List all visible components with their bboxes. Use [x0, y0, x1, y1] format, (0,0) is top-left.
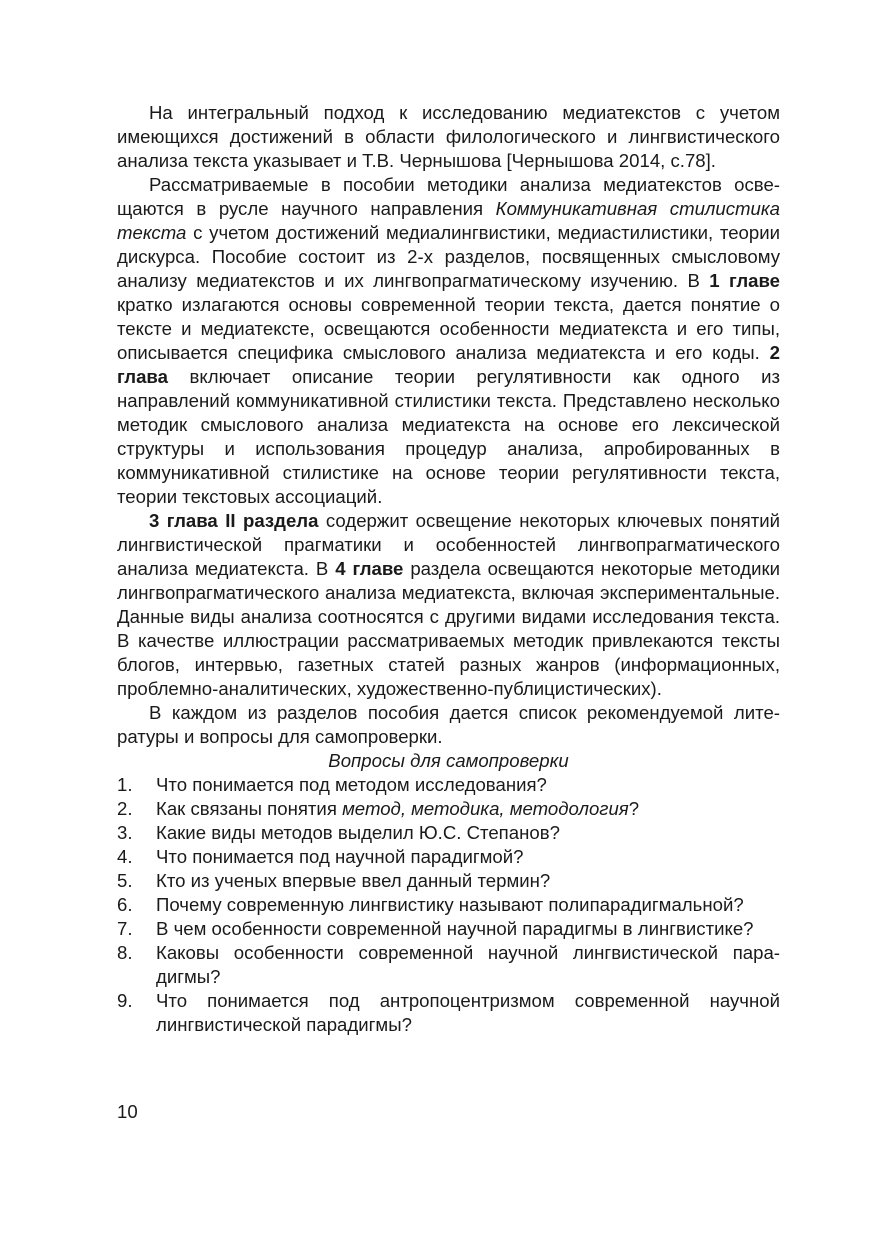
body-paragraph: [117, 173, 780, 509]
question-item: [117, 821, 780, 845]
body-paragraph: [117, 101, 780, 173]
question-text: Как связаны понятия: [156, 798, 343, 819]
question-item: [117, 893, 780, 917]
text-segment: В каждом из разделов пособия дается список рекомендуемой литературы и вопросы для самопроверки.: [117, 702, 780, 747]
question-text: Что понимается под методом исследования?: [156, 774, 547, 795]
body-paragraph: [117, 701, 780, 749]
question-text: В чем особенности современной научной парадигмы в лингвистике?: [156, 918, 754, 939]
question-number: 9.: [117, 990, 133, 1011]
text-segment: На интегральный подход к исследованию медиатекстов с учетом имеющихся достижений в области филологического и лингвистического анализа текста указывает и Т.В. Чернышова [Чернышова 2014, с.78].: [117, 102, 780, 171]
question-item: [117, 869, 780, 893]
questions-list: [117, 773, 780, 1037]
question-text: Какие виды методов выделил Ю.С. Степанов?: [156, 822, 560, 843]
question-item: [117, 917, 780, 941]
text-segment: 4 главе: [335, 558, 404, 579]
question-number: 6.: [117, 894, 133, 915]
question-item: [117, 773, 780, 797]
text-segment: с учетом достижений медиалингвистики, медиастилистики, теории дискурса. Пособие состоит из 2-х разделов, посвященных смысловому анализу медиатекстов и их лингвопрагматическому изучению. В: [117, 222, 780, 291]
question-text: Что понимается под научной парадигмой?: [156, 846, 524, 867]
page-body: [117, 101, 780, 1037]
text-segment: 1 главе: [709, 270, 780, 291]
question-number: 5.: [117, 870, 133, 891]
question-number: 1.: [117, 774, 133, 795]
text-segment: Коммуникативная стилистика текста: [117, 198, 780, 243]
question-text: Каковы особенности современной научной лингвистической парадигмы?: [156, 942, 780, 987]
text-segment: Рассматриваемые в пособии методики анализа медиатекстов освещаются в русле научного направления: [117, 174, 780, 219]
question-item: [117, 941, 780, 989]
text-segment: раздела освещаются некоторые методики лингвопрагматического анализа медиатекста, включая экспериментальные. Данные виды анализа соотносятся с другими видами исследования текста. В качестве иллюстрации рассматриваемых методик привлекаются тексты блогов, интервью, газетных статей разных жанров (информационных, проблемно-аналитических, художественно-публицистических).: [117, 558, 780, 699]
body-paragraph: [117, 509, 780, 701]
text-segment: кратко излагаются основы современной теории текста, дается понятие о тексте и медиатексте, освещаются особенности медиатекста и его типы, описывается специфика смыслового анализа медиатекста и его коды.: [117, 294, 780, 363]
question-number: 2.: [117, 798, 133, 819]
page-number: 10: [117, 1101, 138, 1122]
question-text: Почему современную лингвистику называют полипарадигмальной?: [156, 894, 744, 915]
question-item: [117, 989, 780, 1037]
question-number: 4.: [117, 846, 133, 867]
text-segment: включает описание теории регулятивности как одного из направлений коммуникативной стилистики текста. Представлено несколько методик смыслового анализа медиатекста на основе его лексической структуры и использования процедур анализа, апробированных в коммуникативной стилистике на основе теории регулятивности текста, теории текстовых ассоциаций.: [117, 366, 780, 507]
question-item: [117, 797, 780, 821]
question-text: Что понимается под антропоцентризмом современной научной лингвистической парадигмы?: [156, 990, 780, 1035]
questions-heading: Вопросы для самопроверки: [328, 750, 569, 771]
question-number: 7.: [117, 918, 133, 939]
question-text: метод, методика, методология: [342, 798, 629, 819]
question-text: Кто из ученых впервые ввел данный термин?: [156, 870, 551, 891]
text-segment: 2 глава: [117, 342, 780, 387]
text-segment: 3 глава II раздела: [149, 510, 319, 531]
question-item: [117, 845, 780, 869]
question-text: ?: [628, 798, 640, 819]
question-number: 3.: [117, 822, 133, 843]
text-segment: содержит освещение некоторых ключевых понятий лингвистической прагматики и особенностей лингвопрагматического анализа медиатекста. В: [117, 510, 780, 579]
body-paragraphs: [117, 101, 780, 749]
question-number: 8.: [117, 942, 133, 963]
